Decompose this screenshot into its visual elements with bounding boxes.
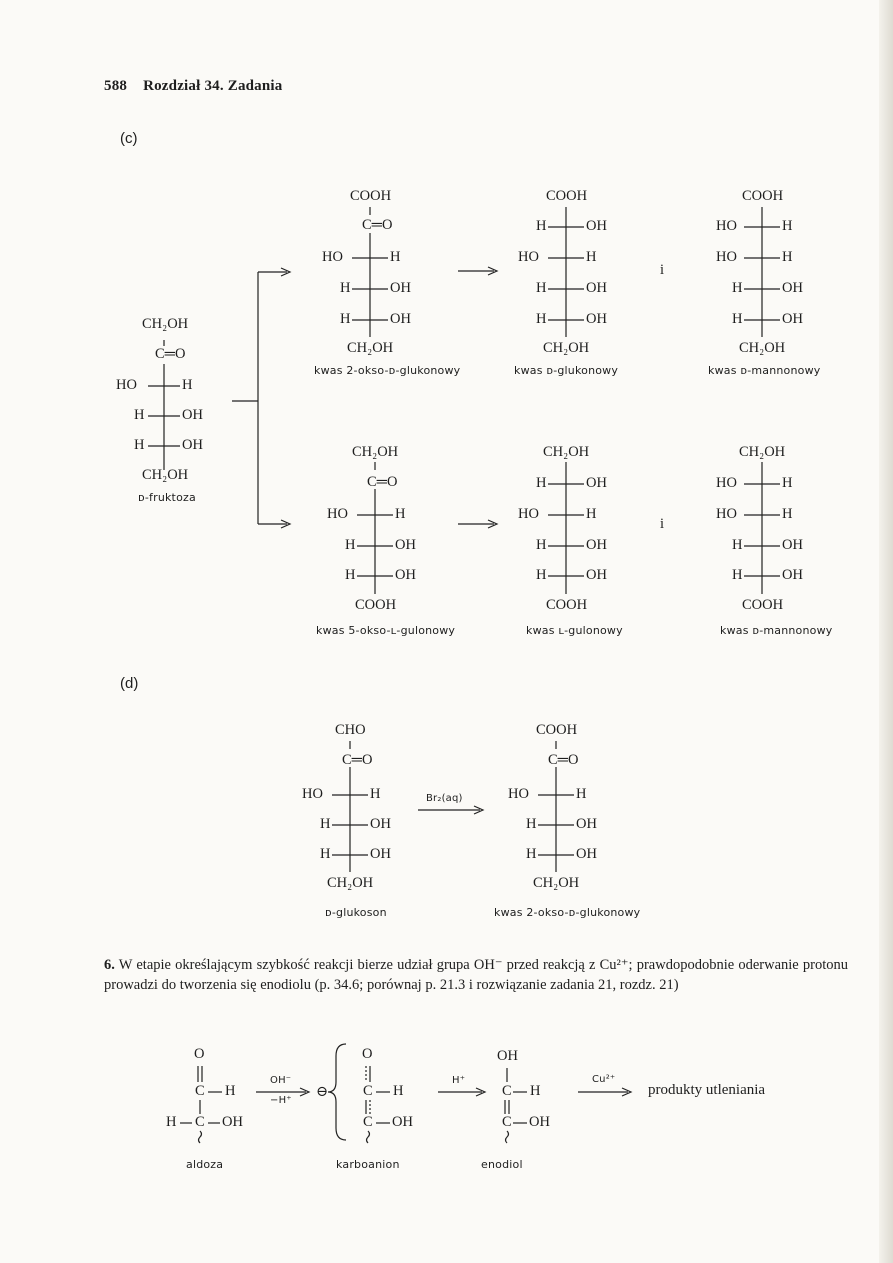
fructose-bottom: CH₂OH [142,467,189,483]
arrow2-reagent: H⁺ [452,1075,466,1086]
s4-r3-right: OH [395,567,416,583]
d-s2-carbonyl: C═O [548,752,579,768]
s4-bottom: COOH [355,597,397,613]
s2-r3-right: OH [586,311,607,327]
d-s2-r1-right: H [576,786,587,802]
s6-r3-left: H [732,567,743,583]
s6-bottom: COOH [742,597,784,613]
s3-r0-left: HO [716,218,737,234]
s6-r3-right: OH [782,567,803,583]
d-s1-r3-left: H [320,846,331,862]
arrow3-reagent: Cu²⁺ [592,1074,616,1085]
fructose-r1-left: HO [116,377,137,393]
s2-caption: kwas ᴅ-glukonowy [514,364,619,377]
wavy-bond [506,1131,509,1143]
fructose-r1-right: H [182,377,193,393]
s3-top: COOH [742,188,784,204]
d-s1-r3-right: OH [370,846,391,862]
s1-r1-left: HO [322,249,343,265]
aldose-caption: aldoza [186,1158,224,1171]
s2-r2-right: OH [586,280,607,296]
s4-caption: kwas 5-okso-ʟ-gulonowy [316,624,456,637]
s1-bottom: CH₂OH [347,340,394,356]
s4-carbonyl: C═O [367,474,398,490]
s5-top: CH₂OH [543,444,590,460]
carbanion-oh: OH [392,1114,413,1130]
s4-top: CH₂OH [352,444,399,460]
s1-r3-left: H [340,311,351,327]
fructose-r3-left: H [134,437,145,453]
s4-r1-right: H [395,506,406,522]
s1-caption: kwas 2-okso-ᴅ-glukonowy [314,364,461,377]
part-d-label: (d) [120,675,139,692]
s5-bottom: COOH [546,597,588,613]
s6-top: CH₂OH [739,444,786,460]
d-s1-r2-right: OH [370,816,391,832]
s1-carbonyl: C═O [362,217,393,233]
d-s1-bottom: CH₂OH [327,875,374,891]
s3-r1-left: HO [716,249,737,265]
s6-r1-left: HO [716,506,737,522]
s3-r0-right: H [782,218,793,234]
s4-r3-left: H [345,567,356,583]
s1-top: COOH [350,188,392,204]
s5-r3-right: OH [586,567,607,583]
arrow1-reagent: OH⁻ [270,1075,292,1086]
d-s1-r2-left: H [320,816,331,832]
s1-r2-left: H [340,280,351,296]
problem-6-text: W etapie określającym szybkość reakcji bierze udział grupa OH⁻ przed reakcją z Cu²⁺; prawdopodobnie oderwanie protonu prowadzi do tworzenia się enodiolu (p. 34.6; porównaj p. 21.3 i rozwiązanie zadania 21, rozdz. 21) [104,957,848,993]
s5-caption: kwas ʟ-gulonowy [526,624,623,637]
enediol-oh-top: OH [497,1048,518,1064]
s5-r2-left: H [536,537,547,553]
aldose-h: H [225,1083,236,1099]
wavy-bond [367,1131,370,1143]
s3-r2-right: OH [782,280,803,296]
oxidation-products: produkty utleniania [648,1082,766,1098]
s1-r2-right: OH [390,280,411,296]
aldose-oh: OH [222,1114,243,1130]
s2-r2-left: H [536,280,547,296]
fructose-top: CH₂OH [142,316,189,332]
s5-r2-right: OH [586,537,607,553]
d-s2-r3-right: OH [576,846,597,862]
aldose-h2: H [166,1114,177,1130]
d-s2-r2-left: H [526,816,537,832]
fructose-caption: ᴅ-fruktoza [138,491,196,504]
carbanion-caption: karboanion [336,1158,400,1171]
s6-r0-right: H [782,475,793,491]
s3-r2-left: H [732,280,743,296]
s1-r3-right: OH [390,311,411,327]
wavy-bond [199,1131,202,1143]
d-s2-r2-right: OH [576,816,597,832]
d-s1-r1-right: H [370,786,381,802]
aldose-oxygen: O [194,1046,205,1062]
fructose-r2-right: OH [182,407,203,423]
s2-r1-right: H [586,249,597,265]
s5-r0-left: H [536,475,547,491]
s2-bottom: CH₂OH [543,340,590,356]
resonance-bracket [328,1044,346,1140]
s5-r1-left: HO [518,506,539,522]
d-s1-caption: ᴅ-glukoson [325,906,387,919]
s3-r1-right: H [782,249,793,265]
s5-r0-right: OH [586,475,607,491]
carbanion-charge: ⊖ [316,1084,329,1100]
problem-6-paragraph [104,955,848,995]
s2-r3-left: H [536,311,547,327]
s2-top: COOH [546,188,588,204]
s3-r3-right: OH [782,311,803,327]
carbanion-h: H [393,1083,404,1099]
enediol-c1: C [502,1083,512,1099]
aldose-c2: C [195,1114,205,1130]
s4-r2-left: H [345,537,356,553]
s5-r3-left: H [536,567,547,583]
d-s1-carbonyl: C═O [342,752,373,768]
s2-r0-left: H [536,218,547,234]
carbanion-c2: C [363,1114,373,1130]
problem-6-number: 6. [104,957,115,973]
chapter-title: Rozdział 34. Zadania [143,78,283,94]
d-reagent: Br₂(aq) [426,793,463,804]
s2-r1-left: HO [518,249,539,265]
s6-r0-left: HO [716,475,737,491]
page-number: 588 [104,78,128,94]
conjunction-i: i [660,262,665,278]
d-s2-bottom: CH₂OH [533,875,580,891]
s2-r0-right: OH [586,218,607,234]
s4-r2-right: OH [395,537,416,553]
s6-r2-left: H [732,537,743,553]
s6-r1-right: H [782,506,793,522]
carbanion-oxygen: O [362,1046,373,1062]
carbanion-c1: C [363,1083,373,1099]
s4-r1-left: HO [327,506,348,522]
s5-r1-right: H [586,506,597,522]
d-s1-top: CHO [335,722,366,738]
part-c-label: (c) [120,130,138,147]
fructose-carbonyl: C═O [155,346,186,362]
d-s2-top: COOH [536,722,578,738]
arrow1-byproduct: −H⁺ [270,1095,292,1106]
s6-caption: kwas ᴅ-mannonowy [720,624,833,637]
enediol-caption: enodiol [481,1158,523,1171]
s3-caption: kwas ᴅ-mannonowy [708,364,821,377]
fructose-r3-right: OH [182,437,203,453]
d-s2-r1-left: HO [508,786,529,802]
d-s2-caption: kwas 2-okso-ᴅ-glukonowy [494,906,641,919]
aldose-c1: C [195,1083,205,1099]
d-s1-r1-left: HO [302,786,323,802]
enediol-oh: OH [529,1114,550,1130]
s6-r2-right: OH [782,537,803,553]
s3-bottom: CH₂OH [739,340,786,356]
enediol-c2: C [502,1114,512,1130]
fructose-r2-left: H [134,407,145,423]
s1-r1-right: H [390,249,401,265]
d-s2-r3-left: H [526,846,537,862]
conjunction-i-2: i [660,516,665,532]
s3-r3-left: H [732,311,743,327]
enediol-h: H [530,1083,541,1099]
